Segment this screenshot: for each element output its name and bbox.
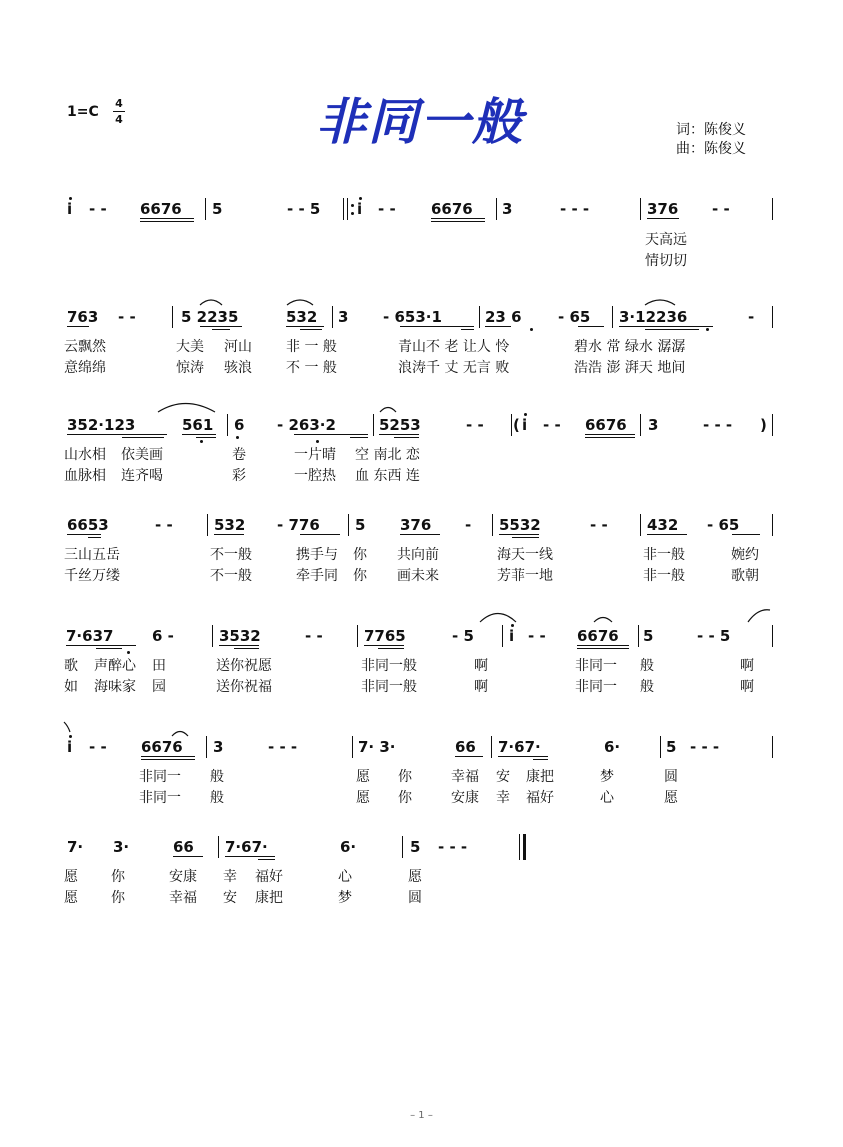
lyric: 碧水 常 绿水 潺潺 bbox=[574, 339, 686, 355]
lyric: 牵手同 bbox=[296, 568, 338, 584]
page-number: – 1 – bbox=[410, 1110, 433, 1121]
lyric: 安康 bbox=[451, 790, 479, 806]
rest-dashes: - - - bbox=[690, 738, 720, 756]
lyric: 一片晴 bbox=[294, 447, 336, 463]
rest-dashes: - - bbox=[305, 627, 323, 645]
note-group: 432 bbox=[647, 516, 679, 534]
lyric: 河山 bbox=[224, 339, 252, 355]
lyric: 梦 bbox=[338, 890, 352, 906]
lyric: 非同一 bbox=[575, 679, 617, 695]
song-title: 非同一般 bbox=[316, 92, 524, 151]
lyric: 歌朝 bbox=[731, 568, 759, 584]
lyric: 啊 bbox=[740, 679, 754, 695]
note-group: 6 - bbox=[152, 627, 174, 645]
lyric: 幸福 bbox=[169, 890, 197, 906]
lyric: 送你祝福 bbox=[216, 679, 272, 695]
lyric: 非 一 般 bbox=[286, 339, 337, 355]
note-group: 561 bbox=[182, 416, 214, 434]
lyric: 浩浩 澎 湃天 地间 bbox=[574, 360, 686, 376]
note-group: i bbox=[509, 627, 515, 645]
lyric: 非同一 bbox=[575, 658, 617, 674]
note-group: - 65 bbox=[558, 308, 591, 326]
rest-dashes: - - - bbox=[560, 200, 590, 218]
lyric: 青山不 老 让人 怜 bbox=[398, 339, 510, 355]
lyric: 愿 bbox=[64, 869, 78, 885]
lyric: 一腔热 bbox=[294, 468, 336, 484]
note-group: 23 6 bbox=[485, 308, 522, 326]
lyric: 福好 bbox=[255, 869, 283, 885]
note-group: 5 bbox=[666, 738, 677, 756]
lyric: 愿 bbox=[408, 869, 422, 885]
note-group: 3 bbox=[213, 738, 224, 756]
lyric: 安 bbox=[223, 890, 237, 906]
rest-dashes: - - - bbox=[703, 416, 733, 434]
lyric: 骇浪 bbox=[224, 360, 252, 376]
lyric: 情切切 bbox=[645, 253, 687, 269]
lyric: 啊 bbox=[474, 658, 488, 674]
note-group: i bbox=[67, 200, 73, 218]
rest-dashes: - - bbox=[89, 738, 107, 756]
note-group: 376 bbox=[400, 516, 432, 534]
lyric: 幸 bbox=[223, 869, 237, 885]
rest-dashes: - - bbox=[712, 200, 730, 218]
note-group: 66 bbox=[173, 838, 194, 856]
note-group: 5 2235 bbox=[181, 308, 239, 326]
lyric: 愿 bbox=[64, 890, 78, 906]
lyric: 芳菲一地 bbox=[497, 568, 553, 584]
lyric: 般 bbox=[210, 769, 224, 785]
lyricist-credit: 词：陈俊义 bbox=[676, 122, 746, 138]
lyric: 非一般 bbox=[643, 568, 685, 584]
note-group: - - 5 bbox=[287, 200, 321, 218]
note-group: i bbox=[522, 416, 528, 434]
lyric: 大美 bbox=[176, 339, 204, 355]
note-group: 3 bbox=[502, 200, 513, 218]
lyric: 惊涛 bbox=[176, 360, 204, 376]
lyric: 幸福 bbox=[451, 769, 479, 785]
lyric: 你 bbox=[111, 869, 125, 885]
note-group: 6653 bbox=[67, 516, 109, 534]
rest-dashes: - - bbox=[466, 416, 484, 434]
rest-dashes: - - bbox=[378, 200, 396, 218]
note-group: 376 bbox=[647, 200, 679, 218]
lyric: 圆 bbox=[408, 890, 422, 906]
rest-dashes: - - bbox=[89, 200, 107, 218]
lyric: 歌 bbox=[64, 658, 78, 674]
lyric: 般 bbox=[640, 658, 654, 674]
lyric: 血脉相 bbox=[64, 468, 106, 484]
lyric: 携手与 bbox=[296, 547, 338, 563]
note-group: 7·67· bbox=[498, 738, 541, 756]
lyric: 非同一般 bbox=[361, 679, 417, 695]
lyric: 安 bbox=[496, 769, 510, 785]
note-group: - - 5 bbox=[697, 627, 731, 645]
note-group: - 5 bbox=[452, 627, 474, 645]
time-signature-top: 4 bbox=[115, 97, 123, 110]
lyric: 心 bbox=[600, 790, 614, 806]
lyric: 声醉心 bbox=[94, 658, 136, 674]
rest-dashes: - - - bbox=[438, 838, 468, 856]
note-group: i bbox=[67, 738, 73, 756]
rest-dashes: - bbox=[748, 308, 755, 326]
lyric: 意绵绵 bbox=[64, 360, 106, 376]
lyric: 圆 bbox=[664, 769, 678, 785]
lyric: 你 bbox=[398, 790, 412, 806]
note-group: 6· bbox=[340, 838, 357, 856]
rest-dashes: - - - bbox=[268, 738, 298, 756]
note-group: 3·12236 bbox=[619, 308, 688, 326]
lyric: 你 bbox=[111, 890, 125, 906]
lyric: 你 bbox=[398, 769, 412, 785]
lyric: 非同一 bbox=[139, 769, 181, 785]
lyric: 浪涛千 丈 无言 败 bbox=[398, 360, 510, 376]
lyric: 如 bbox=[64, 679, 78, 695]
lyric: 愿 bbox=[356, 769, 370, 785]
note-group: 7· 3· bbox=[358, 738, 396, 756]
time-signature-bottom: 4 bbox=[115, 113, 123, 126]
note-group: 532 bbox=[214, 516, 246, 534]
note-group: 7·67· bbox=[225, 838, 268, 856]
lyric: 非一般 bbox=[643, 547, 685, 563]
lyric: 依美画 bbox=[121, 447, 163, 463]
key-signature: 1=C bbox=[67, 104, 99, 120]
note-group: 7· bbox=[67, 838, 84, 856]
lyric: 空 南北 恋 bbox=[355, 447, 420, 463]
note-group: 5 bbox=[212, 200, 223, 218]
note-group: - 263·2 bbox=[277, 416, 336, 434]
lyric: 云飘然 bbox=[64, 339, 106, 355]
note-group: 5253 bbox=[379, 416, 421, 434]
lyric: 梦 bbox=[600, 769, 614, 785]
note-group: 352·123 bbox=[67, 416, 136, 434]
lyric: 般 bbox=[210, 790, 224, 806]
note-group: 3 bbox=[338, 308, 349, 326]
lyric: 啊 bbox=[740, 658, 754, 674]
lyric: 田 bbox=[152, 658, 166, 674]
lyric: 般 bbox=[640, 679, 654, 695]
lyric: 送你祝愿 bbox=[216, 658, 272, 674]
lyric: 啊 bbox=[474, 679, 488, 695]
lyric: 婉约 bbox=[731, 547, 759, 563]
lyric: 福好 bbox=[526, 790, 554, 806]
lyric: 天高远 bbox=[645, 232, 687, 248]
lyric: 千丝万缕 bbox=[64, 568, 120, 584]
lyric: 愿 bbox=[664, 790, 678, 806]
note-group: 66 bbox=[455, 738, 476, 756]
lyric: 你 bbox=[353, 547, 367, 563]
note-group: 5532 bbox=[499, 516, 541, 534]
lyric: 安康 bbox=[169, 869, 197, 885]
rest-dashes: - - bbox=[528, 627, 546, 645]
lyric: 不一般 bbox=[210, 547, 252, 563]
lyric: 康把 bbox=[526, 769, 554, 785]
lyric: 愿 bbox=[356, 790, 370, 806]
note-group: 3 bbox=[648, 416, 659, 434]
note-group: 6676 bbox=[141, 738, 183, 756]
note-group: 7765 bbox=[364, 627, 406, 645]
note-group: 6676 bbox=[577, 627, 619, 645]
rest-dashes: - bbox=[465, 516, 472, 534]
note-group: 763 bbox=[67, 308, 99, 326]
note-group: 6 bbox=[234, 416, 245, 434]
lyric: 非同一般 bbox=[361, 658, 417, 674]
lyric: 海味家 bbox=[94, 679, 136, 695]
composer-credit: 曲：陈俊义 bbox=[676, 141, 746, 157]
lyric: 山水相 bbox=[64, 447, 106, 463]
lyric: 连齐喝 bbox=[121, 468, 163, 484]
lyric: 画未来 bbox=[397, 568, 439, 584]
rest-dashes: - - bbox=[590, 516, 608, 534]
note-group: 3· bbox=[113, 838, 130, 856]
lyric: 康把 bbox=[255, 890, 283, 906]
note-group: 5 bbox=[410, 838, 421, 856]
rest-dashes: - - bbox=[118, 308, 136, 326]
lyric: 你 bbox=[353, 568, 367, 584]
lyric: 不 一 般 bbox=[286, 360, 337, 376]
lyric: 园 bbox=[152, 679, 166, 695]
lyric: 非同一 bbox=[139, 790, 181, 806]
note-group: 5 bbox=[355, 516, 366, 534]
note-group: - 65 bbox=[707, 516, 740, 534]
rest-dashes: - - bbox=[543, 416, 561, 434]
note-group: 6676 bbox=[585, 416, 627, 434]
note-group: 7·637 bbox=[66, 627, 114, 645]
lyric: 心 bbox=[338, 869, 352, 885]
lyric: 共向前 bbox=[397, 547, 439, 563]
note-group: i bbox=[357, 200, 363, 218]
lyric: 血 东西 连 bbox=[355, 468, 420, 484]
lyric: 幸 bbox=[496, 790, 510, 806]
note-group: 6676 bbox=[431, 200, 473, 218]
lyric: 海天一线 bbox=[497, 547, 553, 563]
lyric: 不一般 bbox=[210, 568, 252, 584]
note-group: 6676 bbox=[140, 200, 182, 218]
note-group: 3532 bbox=[219, 627, 261, 645]
rest-dashes: - - bbox=[155, 516, 173, 534]
note-group: 5 bbox=[643, 627, 654, 645]
lyric: 彩 bbox=[232, 468, 246, 484]
note-group: - 653·1 bbox=[383, 308, 442, 326]
note-group: - 776 bbox=[277, 516, 320, 534]
lyric: 三山五岳 bbox=[64, 547, 120, 563]
note-group: 532 bbox=[286, 308, 318, 326]
note-group: 6· bbox=[604, 738, 621, 756]
lyric: 卷 bbox=[232, 447, 246, 463]
